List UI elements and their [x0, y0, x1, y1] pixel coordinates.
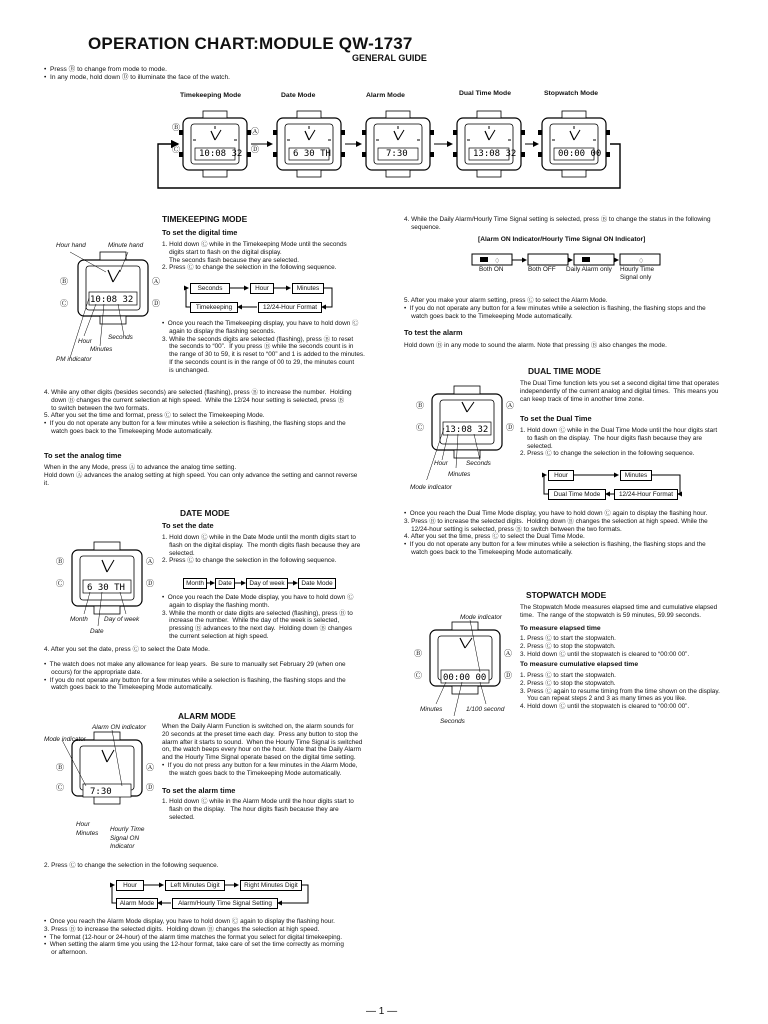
section-general-guide: GENERAL GUIDE: [352, 53, 427, 63]
svg-text:13:08 32: 13:08 32: [445, 425, 489, 435]
svg-text:Ⓓ: Ⓓ: [506, 423, 514, 432]
test-alarm-text: Hold down Ⓑ in any mode to sound the alarm. Note that pressing Ⓑ also changes the mode.: [404, 342, 667, 349]
date-notes: • The watch does not make any allowance for leap years. Be sure to manually set February 29 (when one occurs) for the appropriate date. • If you do not operate any button for a few minutes while a selection is flashing, the flashing stops and the watch goes back to the Timekeeping Mode automatically.: [44, 661, 346, 692]
alarm-heading: ALARM MODE: [178, 711, 236, 721]
seq-alarm-hour: Hour: [116, 880, 144, 891]
seq-dual-minutes: Minutes: [620, 470, 652, 481]
general-bullet-2: • In any mode, hold down Ⓓ to illuminate the face of the watch.: [44, 74, 230, 81]
svg-text:Ⓒ: Ⓒ: [414, 671, 422, 680]
date-step-4: 4. After you set the date, press Ⓒ to select the Date Mode.: [44, 646, 210, 653]
seq-timekeeping: Timekeeping: [190, 302, 238, 313]
alarm-sequence-arrows: [110, 876, 316, 912]
label-minutes: Minutes: [90, 346, 113, 353]
dual-sequence-arrows: [542, 466, 692, 502]
svg-text:10:08 32: 10:08 32: [90, 295, 134, 305]
date-sequence-arrows: [178, 576, 344, 596]
display-alarm: 7:30: [386, 149, 408, 159]
dual-heading: DUAL TIME MODE: [528, 366, 601, 376]
label-indicator: Indicator: [110, 843, 135, 850]
seq-dual-mode: Dual Time Mode: [548, 489, 606, 500]
svg-text:Ⓑ: Ⓑ: [416, 401, 424, 410]
label-alarm-hour: Hour: [76, 821, 90, 828]
svg-text:♢: ♢: [638, 258, 645, 265]
cumulative-heading: To measure cumulative elapsed time: [520, 661, 639, 668]
label-dual-mode-indicator: Mode indicator: [410, 484, 452, 491]
label-alarm-on: Alarm ON indicator: [92, 724, 146, 731]
alarm-intro: When the Daily Alarm Function is switched on, the alarm sounds for 20 seconds at the preset time each day. Press any button to stop the alarm after it starts to sound. When the Hourly Time Signal is switched on, the watch beeps every hour on the hour. Note that the Daily Alarm and the Hourly Time Signal operate based on the digital time setting. • If you do not press any button for a few minutes in the Alarm Mode, the watch goes back to the Timekeeping Mode automatically.: [162, 723, 363, 777]
alarm-step-1: 1. Hold down Ⓒ while in the Alarm Mode until the hour digits start to flash on the display. The hour digits flash because they are selected.: [162, 798, 354, 821]
alarm-notes: • Once you reach the Alarm Mode display, you have to hold down Ⓒ again to display the flashing hour. 3. Press Ⓑ to increase the selected digits. Holding down Ⓑ changes the selection at high speed. • The format (12-hour or 24-hour) of the alarm time matches the format you select for digital timekeeping. • When setting the alarm time you using the 12-hour format, take care of set the time correctly as morning or afternoon.: [44, 918, 344, 957]
svg-text:Ⓓ: Ⓓ: [152, 299, 160, 308]
dual-steps: 1. Hold down Ⓒ while in the Dual Time Mode until the hour digits start to flash on the display. The hour digits flash because they are selected. 2. Press Ⓒ to change the selection in the following sequence.: [520, 427, 718, 458]
indicator-heading: [Alarm ON Indicator/Hourly Time Signal ON Indicator]: [478, 236, 646, 243]
alarm-status-step-5: 5. After you make your alarm setting, press Ⓒ to select the Alarm Mode. • If you do not operate any button for a few minutes while a selection is flashing, the flashing stops and the watch goes back to the Timekeeping Mode automatically.: [404, 297, 706, 320]
state-both-off: Both OFF: [528, 266, 556, 273]
stopwatch-watch-figure: [410, 620, 520, 716]
label-month: Month: [70, 616, 88, 623]
seq-minutes: Minutes: [292, 283, 324, 294]
seq-date-mode: Date Mode: [298, 578, 336, 589]
label-stopwatch-mode-indicator: Mode indicator: [460, 614, 502, 621]
mode-label-timekeeping: Timekeeping Mode: [180, 92, 242, 99]
elapsed-heading: To measure elapsed time: [520, 625, 601, 632]
seq-left-minutes: Left Minutes Digit: [165, 880, 225, 891]
label-dual-minutes: Minutes: [448, 471, 471, 478]
seq-month: Month: [183, 578, 207, 589]
date-steps-b: • Once you reach the Date Mode display, you have to hold down Ⓒ again to display the flashing month. 3. While the month or date digits are selected (flashing), press Ⓑ to increase the number. While the day of the week is selected, pressing Ⓑ advances to the next day. Holding down Ⓑ changes the current selection at high speed.: [162, 594, 354, 640]
dual-intro: The Dual Time function lets you set a second digital time that operates independently of the current analog and digital times. This means you can keep track of time in another time zone.: [520, 380, 719, 403]
timekeeping-steps-c: 4. While any other digits (besides seconds) are selected (flashing), press Ⓑ to increase the number. Holding down Ⓑ changes the current selection at high speed. While the 12/24 hour setting is selected, press Ⓑ to switch between the two formats. 5. After you set the time and format, press Ⓒ to select the Timekeeping Mode. • If you do not operate any button for a few minutes while a selection is flashing, the flashing stops and the watch goes back to the Timekeeping Mode automatically.: [44, 389, 352, 435]
svg-text:Ⓒ: Ⓒ: [416, 423, 424, 432]
mode-label-stopwatch: Stopwatch Mode: [544, 90, 598, 97]
svg-text:Ⓐ: Ⓐ: [152, 277, 160, 286]
display-dual: 13:08 32: [473, 149, 517, 159]
svg-text:♢: ♢: [494, 258, 501, 265]
timekeeping-steps-b: • Once you reach the Timekeeping display, you have to hold down Ⓒ again to display the flashing seconds. 3. While the seconds digits are selected (flashing), press Ⓑ to reset the seconds to “00”. If you press Ⓑ while the seconds count is in the range of 30 to 59, it is reset to “00” and 1 is added to the minutes. If the seconds count is in the range of 00 to 29, the minutes count is unchanged.: [162, 320, 365, 374]
svg-text:Ⓒ: Ⓒ: [56, 783, 64, 792]
svg-text:Ⓐ: Ⓐ: [506, 401, 514, 410]
label-signal-on: Signal ON: [110, 835, 140, 842]
seq-right-minutes: Right Minutes Digit: [240, 880, 302, 891]
label-hundredth-second: 1/100 second: [466, 706, 505, 713]
svg-text:Ⓑ: Ⓑ: [414, 649, 422, 658]
timekeeping-steps-a: 1. Hold down Ⓒ while in the Timekeeping Mode until the seconds digits start to flash on the digital display. The seconds flash because they are selected. 2. Press Ⓒ to change the selection in the following sequence.: [162, 241, 347, 272]
svg-text:7:30: 7:30: [90, 787, 112, 797]
date-watch-figure: [56, 540, 156, 640]
seq-seconds: Seconds: [190, 283, 230, 294]
mode-label-dual: Dual Time Mode: [459, 90, 511, 97]
svg-text:6 30 TH: 6 30 TH: [87, 583, 125, 593]
label-stopwatch-minutes: Minutes: [420, 706, 443, 713]
label-seconds: Seconds: [108, 334, 133, 341]
seq-format: 12/24-Hour Format: [258, 302, 322, 313]
label-dual-seconds: Seconds: [466, 460, 491, 467]
seq-dual-format: 12/24-Hour Format: [614, 489, 678, 500]
label-pm-indicator: PM indicator: [56, 356, 92, 363]
general-bullet-1: • Press Ⓑ to change from mode to mode.: [44, 66, 167, 73]
seq-alarm-mode: Alarm Mode: [116, 898, 158, 909]
date-steps-a: 1. Hold down Ⓒ while in the Date Mode until the month digits start to flash on the digital display. The month digits flash because they are selected. 2. Press Ⓒ to change the selection in the following sequence.: [162, 534, 361, 565]
date-heading: DATE MODE: [180, 508, 230, 518]
svg-text:Ⓐ: Ⓐ: [504, 649, 512, 658]
label-alarm-minutes: Minutes: [76, 830, 99, 837]
analog-text: When in the any Mode, press Ⓐ to advance the analog time setting. Hold down Ⓐ advances the analog setting at high speed. You can only advance the setting and cannot reverse it.: [44, 464, 358, 487]
label-day-of-week: Day of week: [104, 616, 140, 623]
set-digital-time-heading: To set the digital time: [162, 228, 238, 237]
label-dual-hour: Hour: [434, 460, 448, 467]
alarm-status-step-4: 4. While the Daily Alarm/Hourly Time Signal setting is selected, press Ⓑ to change the status in the following sequence.: [404, 216, 711, 231]
dual-notes: • Once you reach the Dual Time Mode display, you have to hold down Ⓒ again to display the flashing hour. 3. Press Ⓑ to increase the selected digits. Holding down Ⓑ changes the selection at high speed. While the 12/24-hour setting is selected, press Ⓑ to switch between the two formats. 4. After you set the time, press Ⓒ to select the Dual Time Mode. • If you do not operate any button for a few minutes while a selection is flashing, the flashing stops and the watch goes back to the Timekeeping Mode automatically.: [404, 510, 708, 556]
button-c-label: Ⓒ: [172, 145, 180, 154]
mode-flow-diagram: [150, 100, 630, 196]
svg-text:Ⓐ: Ⓐ: [146, 763, 154, 772]
seq-day-of-week: Day of week: [246, 578, 288, 589]
state-both-on: Both ON: [479, 266, 504, 273]
test-alarm-heading: To test the alarm: [404, 328, 463, 337]
set-date-heading: To set the date: [162, 521, 214, 530]
button-d-label: Ⓓ: [251, 145, 259, 154]
display-timekeeping: 10:08 32: [199, 149, 243, 159]
label-date: Date: [90, 628, 104, 635]
label-hourly-time: Hourly Time: [110, 826, 145, 833]
button-b-label: Ⓑ: [172, 123, 180, 132]
label-hour-hand: Hour hand: [56, 242, 86, 249]
label-hour: Hour: [78, 338, 92, 345]
svg-text:Ⓐ: Ⓐ: [146, 557, 154, 566]
display-date: 6 30 TH: [293, 149, 331, 159]
page-title: OPERATION CHART:MODULE QW-1737: [88, 34, 413, 53]
state-hourly-time: Hourly Time: [620, 266, 655, 273]
svg-text:Ⓑ: Ⓑ: [56, 557, 64, 566]
cumulative-steps: 1. Press Ⓒ to start the stopwatch. 2. Press Ⓒ to stop the stopwatch. 3. Press Ⓒ again to resume timing from the time shown on the display. You can repeat steps 2 and 3 as many times as you like. 4. Hold down Ⓒ until the stopwatch is cleared to “00:00 00”.: [520, 672, 720, 711]
svg-text:Ⓓ: Ⓓ: [146, 579, 154, 588]
display-stopwatch: 00:00 00: [558, 149, 602, 159]
svg-text:Ⓒ: Ⓒ: [56, 579, 64, 588]
state-daily-alarm-only: Daily Alarm only: [566, 266, 612, 273]
svg-text:00:00 00: 00:00 00: [443, 673, 487, 683]
mode-label-date: Date Mode: [281, 92, 316, 99]
svg-text:Ⓑ: Ⓑ: [56, 763, 64, 772]
set-dual-heading: To set the Dual Time: [520, 414, 592, 423]
label-minute-hand: Minute hand: [108, 242, 144, 249]
svg-text:Ⓓ: Ⓓ: [146, 783, 154, 792]
state-signal-only: Signal only: [620, 274, 652, 281]
seq-hour: Hour: [250, 283, 274, 294]
svg-text:Ⓓ: Ⓓ: [504, 671, 512, 680]
timekeeping-sequence-arrows: [184, 280, 344, 316]
button-a-label: Ⓐ: [251, 127, 259, 136]
timekeeping-heading: TIMEKEEPING MODE: [162, 214, 248, 224]
alarm-step-2: 2. Press Ⓒ to change the selection in the following sequence.: [44, 862, 219, 869]
seq-alarm-setting: Alarm/Hourly Time Signal Setting: [172, 898, 278, 909]
svg-text:Ⓑ: Ⓑ: [60, 277, 68, 286]
seq-date: Date: [215, 578, 235, 589]
seq-dual-hour: Hour: [548, 470, 574, 481]
set-alarm-heading: To set the alarm time: [162, 786, 236, 795]
svg-text:Ⓒ: Ⓒ: [60, 299, 68, 308]
mode-label-alarm: Alarm Mode: [366, 92, 405, 99]
label-stopwatch-seconds: Seconds: [440, 718, 465, 725]
stopwatch-intro: The Stopwatch Mode measures elapsed time and cumulative elapsed time. The range of the stopwatch is 59 minutes, 59.99 seconds.: [520, 604, 718, 619]
set-analog-heading: To set the analog time: [44, 451, 122, 460]
stopwatch-heading: STOPWATCH MODE: [526, 590, 607, 600]
alarm-watch-figure: [52, 730, 162, 826]
label-mode-indicator: Mode indicator: [44, 736, 86, 743]
elapsed-steps: 1. Press Ⓒ to start the stopwatch. 2. Press Ⓒ to stop the stopwatch. 3. Hold down Ⓒ until the stopwatch is cleared to “00:00 00”.: [520, 635, 690, 658]
page-number: — 1 —: [366, 1006, 398, 1017]
